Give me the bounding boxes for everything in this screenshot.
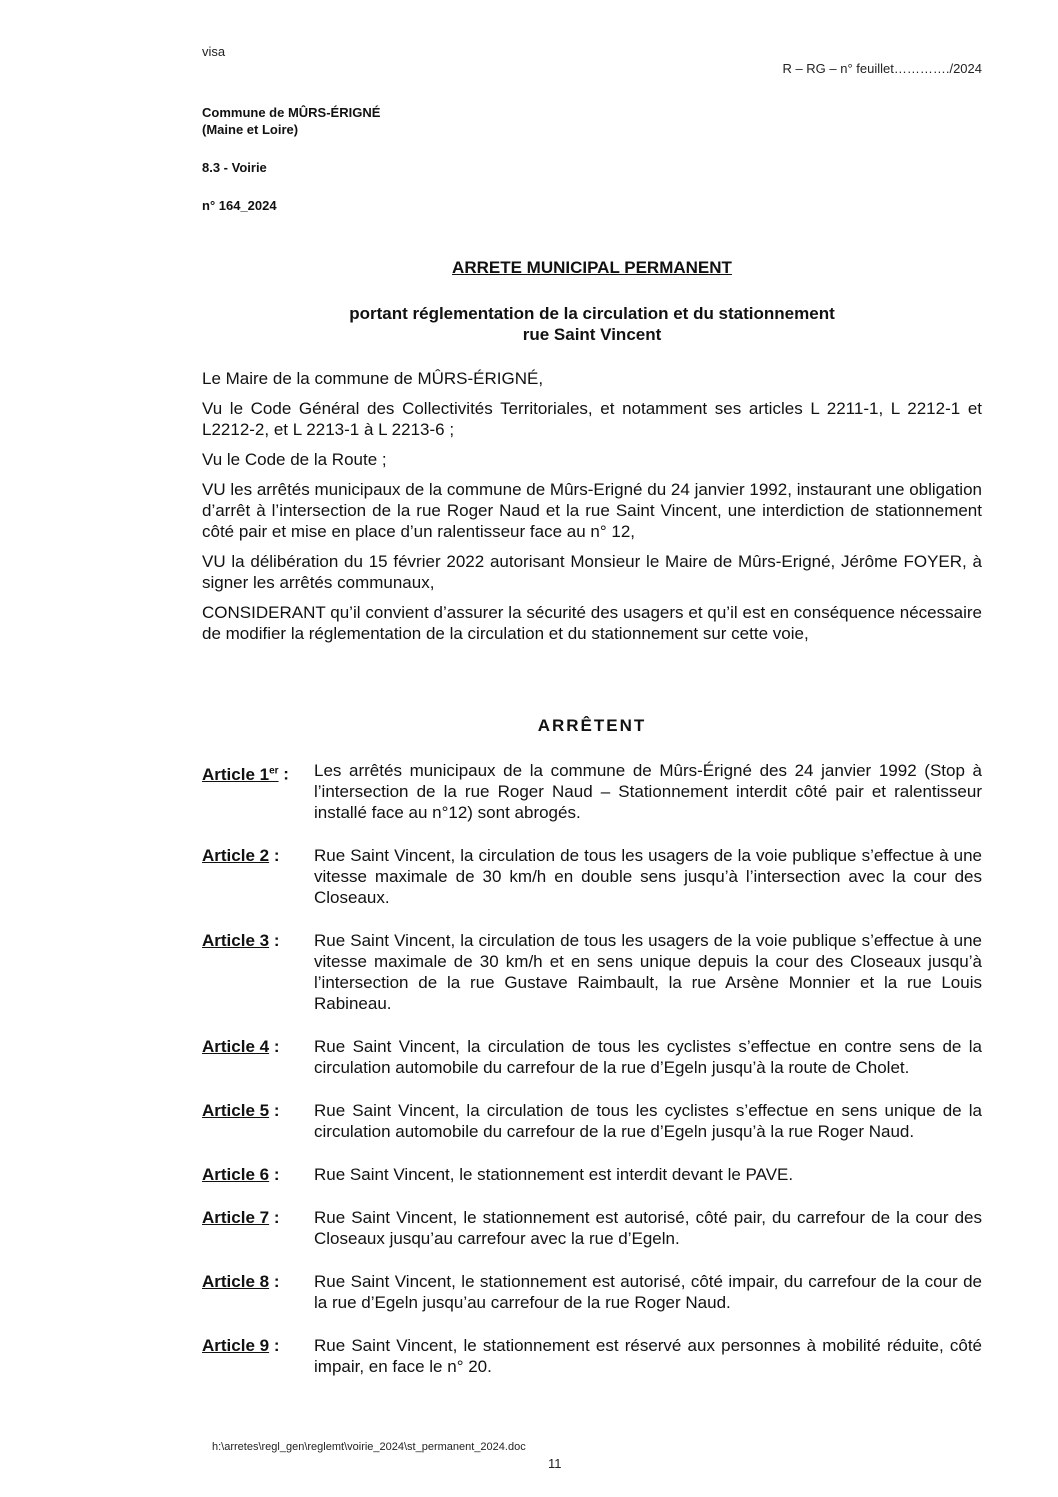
article-number: Article 5 — [202, 1101, 270, 1120]
article-text: Rue Saint Vincent, le stationnement est autorisé, côté pair, du carrefour de la cour des Closeaux jusqu’au carrefour avec la rue d’Egeln. — [314, 1208, 982, 1248]
article-label: Article 9 : — [202, 1336, 280, 1355]
article-superscript: er — [269, 765, 279, 776]
articles-section — [202, 760, 982, 1399]
article-6 — [202, 1164, 982, 1185]
considerant-paragraph: VU les arrêtés municipaux de la commune de Mûrs-Erigné du 24 janvier 1992, instaurant une obligation d’arrêt à l’intersection de la rue Roger Naud et la rue Saint Vincent, une interdiction de stationnement côté pair et mise en place d’un ralentisseur face au n° 12, — [202, 480, 982, 541]
article-label: Article 4 : — [202, 1037, 280, 1056]
visa-label: visa — [202, 44, 226, 59]
article-text: Rue Saint Vincent, le stationnement est réservé aux personnes à mobilité réduite, côté impair, en face le n° 20. — [314, 1336, 982, 1376]
arrete-number: n° 164_2024 — [202, 198, 277, 213]
considerant-paragraph: Le Maire de la commune de MÛRS-ÉRIGNÉ, — [202, 369, 544, 388]
considerant-paragraph: Vu le Code Général des Collectivités Territoriales, et notamment ses articles L 2211-1, L 2212-1 et L2212-2, et L 2213-1 à L 2213-6 ; — [202, 399, 982, 439]
footer-file-path: h:\arretes\regl_gen\reglemt\voirie_2024\st_permanent_2024.doc — [212, 1441, 526, 1453]
article-text: Rue Saint Vincent, la circulation de tous les cyclistes s’effectue en sens unique de la circulation automobile du carrefour de la rue d’Egeln jusqu’à la rue Roger Naud. — [314, 1101, 982, 1141]
article-8 — [202, 1271, 982, 1313]
subtitle-line-2: rue Saint Vincent — [522, 325, 662, 344]
article-number: Article 2 — [202, 846, 270, 865]
article-9 — [202, 1335, 982, 1377]
article-text: Les arrêtés municipaux de la commune de Mûrs-Érigné des 24 janvier 1992 (Stop à l’intersection de la rue Roger Naud – Stationnement interdit côté pair et ralentisseur installé face au n°12) sont abrogés. — [314, 761, 982, 822]
article-number: Article 8 — [202, 1272, 270, 1291]
considerants-section — [202, 368, 982, 653]
article-4 — [202, 1036, 982, 1078]
document-subtitle — [202, 303, 982, 345]
article-text: Rue Saint Vincent, la circulation de tous les cyclistes s’effectue en contre sens de la circulation automobile du carrefour de la rue d’Egeln jusqu’à la route de Cholet. — [314, 1037, 982, 1077]
article-text: Rue Saint Vincent, le stationnement est autorisé, côté impair, du carrefour de la cour de la rue d’Egeln jusqu’au carrefour de la rue Roger Naud. — [314, 1272, 982, 1312]
article-label: Article 5 : — [202, 1101, 280, 1120]
article-text: Rue Saint Vincent, le stationnement est interdit devant le PAVE. — [314, 1165, 794, 1184]
article-number: Article 1er — [202, 764, 279, 784]
document-title: ARRETE MUNICIPAL PERMANENT — [452, 258, 732, 277]
article-number: Article 4 — [202, 1037, 270, 1056]
page-number: 11 — [548, 1456, 562, 1471]
article-label: Article 3 : — [202, 931, 280, 950]
commune-name: Commune de MÛRS-ÉRIGNÉ — [202, 105, 381, 120]
article-label: Article 7 : — [202, 1208, 280, 1227]
commune-department: (Maine et Loire) — [202, 122, 299, 137]
article-label: Article 2 : — [202, 846, 280, 865]
article-label: Article 8 : — [202, 1272, 280, 1291]
article-text: Rue Saint Vincent, la circulation de tous les usagers de la voie publique s’effectue à une vitesse maximale de 30 km/h en double sens jusqu’à l’intersection avec la cour des Closeaux. — [314, 846, 982, 907]
article-text: Rue Saint Vincent, la circulation de tous les usagers de la voie publique s’effectue à une vitesse maximale de 30 km/h et en sens unique depuis la cour des Closeaux jusqu’à l’intersection de la rue Gustave Raimbault, la rue Arsène Monnier et la rue Louis Rabineau. — [314, 931, 982, 1013]
article-3 — [202, 930, 982, 1014]
rubrique-label: 8.3 - Voirie — [202, 160, 267, 175]
considerant-paragraph: CONSIDERANT qu’il convient d’assurer la sécurité des usagers et qu’il est en conséquence nécessaire de modifier la réglementation de la circulation et du stationnement sur cette voie, — [202, 603, 982, 643]
article-number: Article 7 — [202, 1208, 270, 1227]
commune-block — [202, 104, 380, 138]
subtitle-line-1: portant réglementation de la circulation et du stationnement — [349, 304, 835, 323]
article-5 — [202, 1100, 982, 1142]
article-number: Article 6 — [202, 1165, 270, 1184]
arretent-heading: ARRÊTENT — [537, 716, 647, 735]
considerant-paragraph: Vu le Code de la Route ; — [202, 450, 387, 469]
article-label: Article 1er : — [202, 764, 289, 784]
article-number: Article 3 — [202, 931, 270, 950]
article-2 — [202, 845, 982, 908]
article-7 — [202, 1207, 982, 1249]
feuillet-reference: R – RG – n° feuillet…………./2024 — [782, 61, 982, 76]
article-1 — [202, 760, 982, 823]
considerant-paragraph: VU la délibération du 15 février 2022 autorisant Monsieur le Maire de Mûrs-Erigné, Jérôme FOYER, à signer les arrêtés communaux, — [202, 552, 982, 592]
article-number: Article 9 — [202, 1336, 270, 1355]
article-label: Article 6 : — [202, 1165, 280, 1184]
